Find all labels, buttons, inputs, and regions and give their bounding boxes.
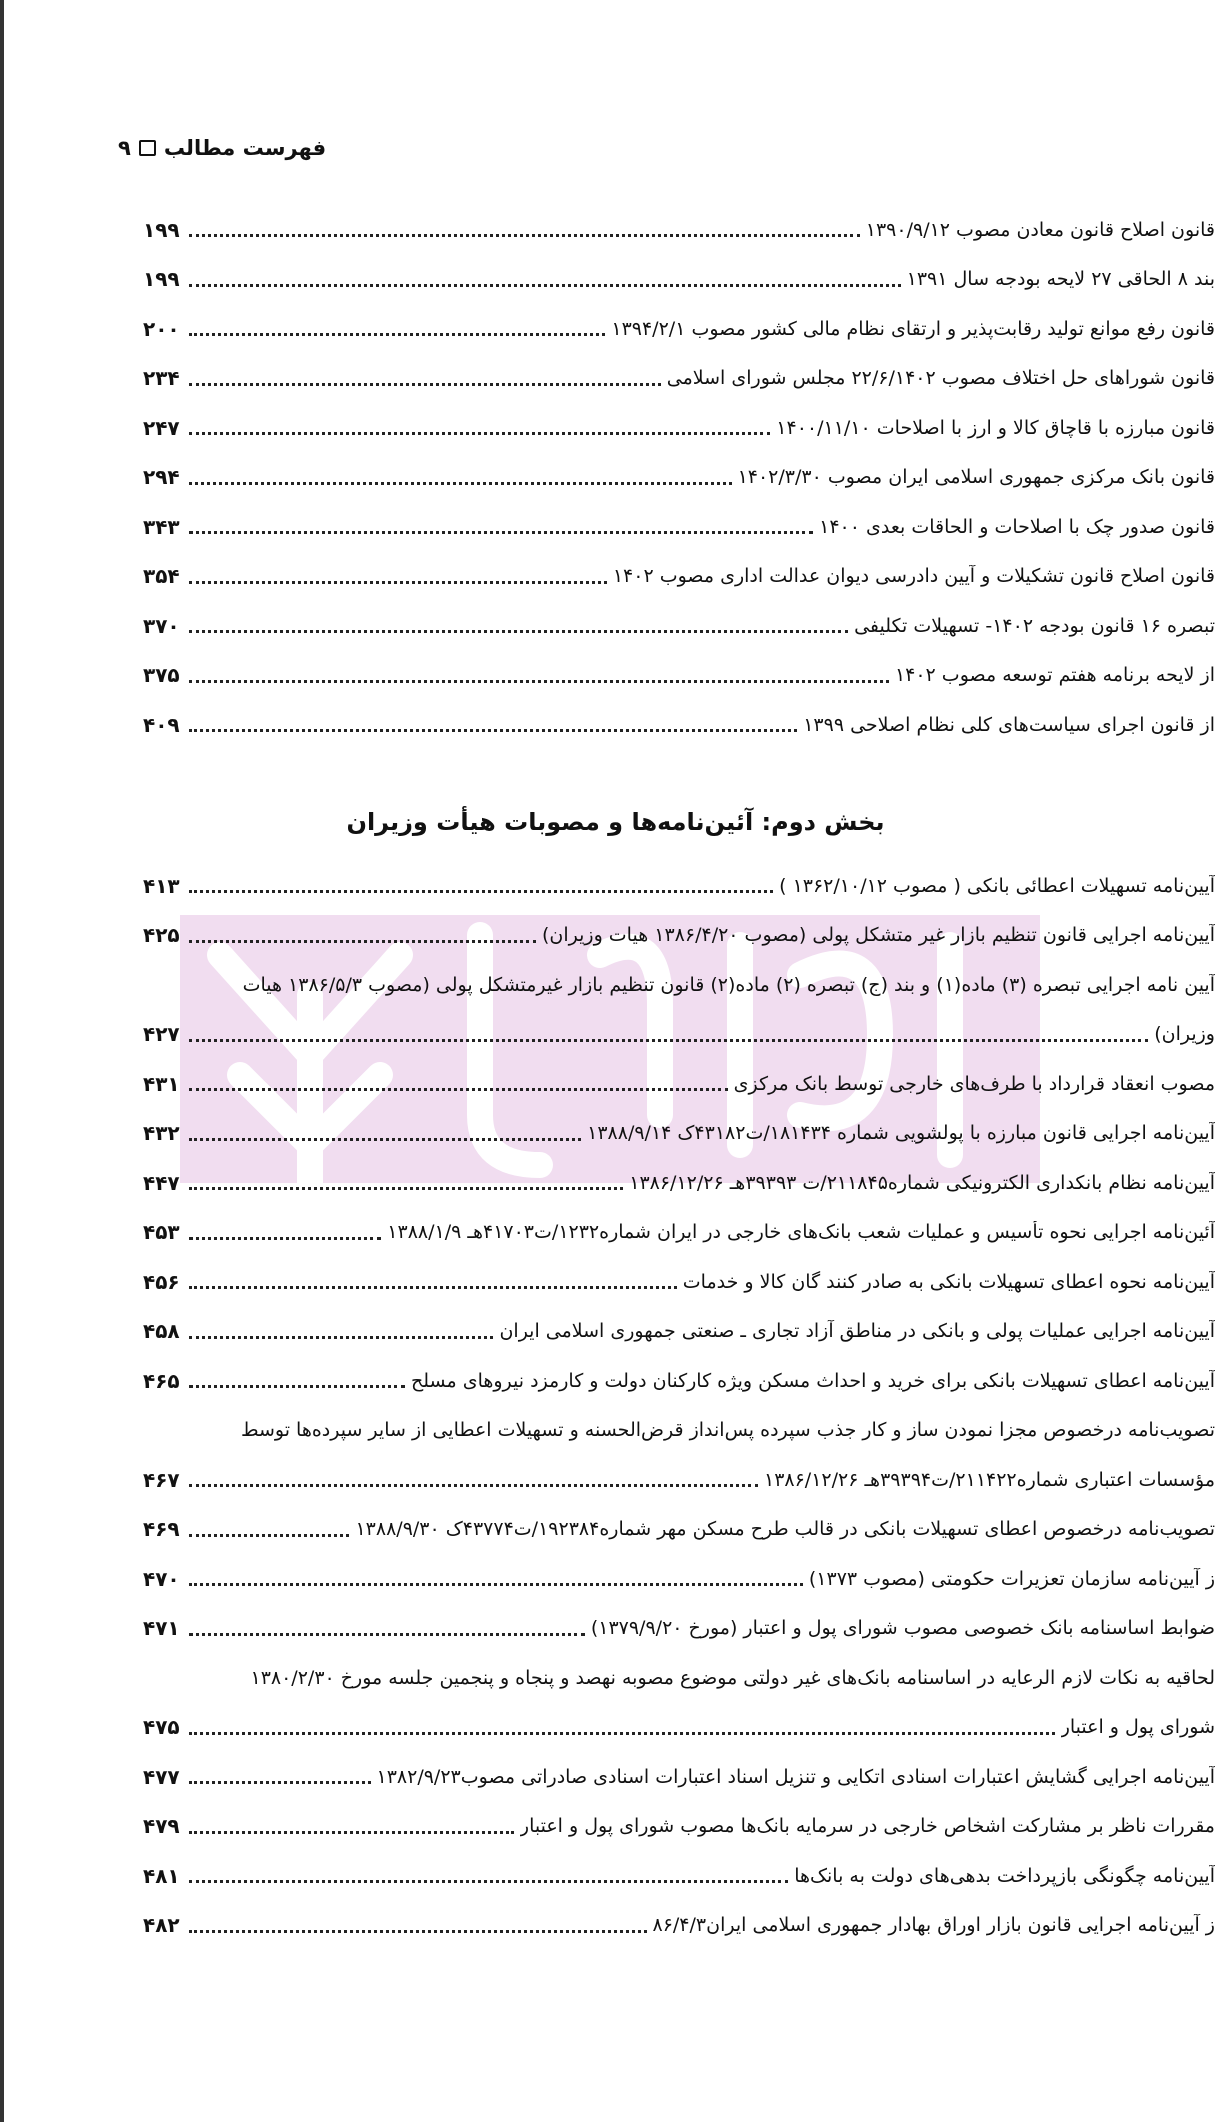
dot-leader — [189, 581, 607, 584]
dot-leader — [189, 1534, 349, 1537]
dot-leader — [189, 1138, 581, 1141]
toc-entry[interactable] — [143, 1307, 1215, 1357]
toc-entry-page-number: ۳۷۵ — [143, 663, 180, 688]
toc-entry[interactable] — [143, 1158, 1215, 1208]
dot-leader — [189, 531, 813, 534]
dot-leader — [189, 284, 901, 287]
toc-entry-page-number: ۴۱۳ — [143, 873, 180, 898]
toc-entry-page-number: ۲۹۴ — [143, 465, 180, 490]
toc-entry-page-number: ۴۷۰ — [143, 1566, 180, 1591]
toc-entry-title: آیین‌نامه اجرایی گشایش اعتبارات اسنادی اتکایی و تنزیل اسناد اعتبارات اسنادی صادراتی مصوب۱۳۸۲/۹/۲۳ — [376, 1765, 1215, 1788]
toc-entry[interactable] — [143, 1554, 1215, 1604]
toc-entry-title: از لایحه برنامه هفتم توسعه مصوب ۱۴۰۲ — [894, 664, 1215, 687]
dot-leader — [189, 1088, 728, 1091]
toc-entry[interactable] — [143, 1257, 1215, 1307]
dot-leader — [189, 1583, 803, 1586]
toc-entry[interactable] — [143, 601, 1215, 651]
toc-entry-title: آیین‌نامه اعطای تسهیلات بانکی برای خرید و احداث مسکن ویژه کارکنان دولت و کارمزد نیروهای مسلح — [410, 1369, 1215, 1392]
dot-leader — [189, 1187, 623, 1190]
toc-entry[interactable] — [143, 1059, 1215, 1109]
dot-leader — [189, 1039, 1148, 1042]
toc-entry-page-number: ۴۲۷ — [143, 1022, 180, 1047]
dot-leader — [189, 1732, 1055, 1735]
toc-entry-page-number: ۴۰۹ — [143, 712, 180, 737]
square-bullet-icon — [139, 140, 156, 156]
dot-leader — [189, 482, 732, 485]
toc-entry-title-line1: تصویب‌نامه درخصوص مجزا نمودن ساز و کار جذب سپرده پس‌انداز قرض‌الحسنه و تسهیلات اعطایی از سایر سپرده‌ها توسط — [240, 1419, 1215, 1442]
toc-entry-title-line1: لحاقیه به نکات لازم الرعایه در اساسنامه بانک‌های غیر دولتی موضوع مصوبه نهصد و پنجاه و پنجمین جلسه مورخ ۱۳۸۰/۲/۳۰ — [250, 1666, 1215, 1689]
toc-entry-page-number: ۱۹۹ — [143, 217, 180, 242]
dot-leader — [189, 630, 848, 633]
toc-entry-page-number: ۲۰۰ — [143, 316, 180, 341]
toc-entry-page-number: ۴۶۹ — [143, 1517, 180, 1542]
toc-entry-title: آیین‌نامه تسهیلات اعطائی بانکی ( مصوب ۱۳۶۲/۱۰/۱۲ ) — [779, 874, 1215, 897]
dot-leader — [189, 680, 889, 683]
toc-entry[interactable] — [143, 304, 1215, 354]
toc-entry[interactable] — [143, 1010, 1215, 1060]
dot-leader — [189, 1237, 381, 1240]
toc-entry-line — [143, 1406, 1215, 1456]
toc-entry-title: آیین‌نامه اجرایی قانون مبارزه با پولشویی شماره ۱۸۱۴۳۴/ت۴۳۱۸۲ک ۱۳۸۸/۹/۱۴ — [587, 1122, 1215, 1145]
toc-entry-line — [143, 1653, 1215, 1703]
toc-entry[interactable] — [143, 354, 1215, 404]
dot-leader — [189, 1880, 788, 1883]
toc-entry-title: آیین‌نامه اجرایی قانون تنظیم بازار غیر متشکل پولی (مصوب ۱۳۸۶/۴/۲۰ هیات وزیران) — [541, 924, 1215, 947]
dot-leader — [189, 1484, 758, 1487]
toc-entry[interactable] — [143, 911, 1215, 961]
toc-entry-title: قانون صدور چک با اصلاحات و الحاقات بعدی ۱۴۰۰ — [819, 515, 1215, 538]
toc-entry[interactable] — [143, 1356, 1215, 1406]
toc-entry-title: تصویب‌نامه درخصوص اعطای تسهیلات بانکی در قالب طرح مسکن مهر شماره۱۹۲۳۸۴/ت۴۳۷۷۴ک ۱۳۸۸/۹/۳۰ — [355, 1518, 1215, 1541]
toc-entry-title: ز آیین‌نامه اجرایی قانون بازار اوراق بهادار جمهوری اسلامی ایران۸۶/۴/۳ — [652, 1914, 1215, 1937]
toc-entry-title: ز آیین‌نامه سازمان تعزیرات حکومتی (مصوب ۱۳۷۳) — [808, 1567, 1215, 1590]
toc-entry-page-number: ۴۳۱ — [143, 1071, 180, 1096]
dot-leader — [189, 1831, 514, 1834]
scan-edge — [0, 0, 4, 2122]
dot-leader — [189, 1930, 647, 1933]
toc-entry-page-number: ۴۲۵ — [143, 923, 180, 948]
toc-entry[interactable] — [143, 861, 1215, 911]
toc-entry-title-line1: آیین نامه اجرایی تبصره (۳) ماده(۱) و بند (ج) تبصره (۲) ماده(۲) قانون تنظیم بازار غیرمتشکل پولی (مصوب ۱۳۸۶/۵/۳ هیات — [242, 973, 1215, 996]
toc-entry-page-number: ۲۴۷ — [143, 415, 180, 440]
toc-entry[interactable] — [143, 700, 1215, 750]
dot-leader — [189, 1781, 371, 1784]
toc-entry-title: آیین‌نامه نحوه اعطای تسهیلات بانکی به صادر کنند گان کالا و خدمات — [682, 1270, 1215, 1293]
toc-entry[interactable] — [143, 1455, 1215, 1505]
toc-entry[interactable] — [143, 552, 1215, 602]
toc-entry[interactable] — [143, 1901, 1215, 1951]
toc-entry-page-number: ۳۴۳ — [143, 514, 180, 539]
dot-leader — [189, 1336, 493, 1339]
toc-entry[interactable] — [143, 651, 1215, 701]
dot-leader — [189, 1286, 677, 1289]
toc-entry-title: شورای پول و اعتبار — [1060, 1716, 1215, 1739]
toc-entry-page-number: ۴۴۷ — [143, 1170, 180, 1195]
toc-entry-title: قانون رفع موانع تولید رقابت‌پذیر و ارتقای نظام مالی کشور مصوب ۱۳۹۴/۲/۱ — [611, 317, 1215, 340]
toc-entry-page-number: ۴۵۳ — [143, 1220, 180, 1245]
dot-leader — [189, 234, 860, 237]
toc-entry-page-number: ۴۶۵ — [143, 1368, 180, 1393]
toc-entry-line — [143, 960, 1215, 1010]
toc-entry-title: مصوب انعقاد قرارداد با طرف‌های خارجی توسط بانک مرکزی — [733, 1072, 1215, 1095]
toc-entry-title: قانون شوراهای حل اختلاف مصوب ۲۲/۶/۱۴۰۲ مجلس شورای اسلامی — [666, 367, 1215, 390]
toc-entry-title: مؤسسات اعتباری شماره۲۱۱۴۲۲/ت۳۹۳۹۴هـ ۱۳۸۶/۱۲/۲۶ — [763, 1468, 1215, 1491]
header-page-number: ۹ — [118, 136, 131, 160]
dot-leader — [189, 1633, 585, 1636]
toc-entry-title: قانون بانک مرکزی جمهوری اسلامی ایران مصوب ۱۴۰۲/۳/۳۰ — [737, 466, 1215, 489]
toc-entry[interactable] — [143, 1851, 1215, 1901]
part-2-heading: بخش دوم: آئین‌نامه‌ها و مصوبات هیأت وزیران — [346, 808, 885, 836]
toc-entry-title: آئین‌نامه اجرایی نحوه تأسیس و عملیات شعب بانک‌های خارجی در ایران شماره۱۲۳۲/ت۴۱۷۰۳هـ ۱۳۸۸/۱/۹ — [387, 1221, 1215, 1244]
dot-leader — [189, 940, 536, 943]
dot-leader — [189, 729, 797, 732]
header-title: فهرست مطالب — [163, 136, 327, 160]
toc-entry-page-number: ۴۶۷ — [143, 1467, 180, 1492]
toc-entry-title: آیین‌نامه اجرایی عملیات پولی و بانکی در مناطق آزاد تجاری ـ صنعتی جمهوری اسلامی ایران — [499, 1320, 1215, 1343]
toc-entry[interactable] — [143, 1604, 1215, 1654]
toc-entry-page-number: ۳۷۰ — [143, 613, 180, 638]
toc-entry-page-number: ۴۳۲ — [143, 1121, 180, 1146]
dot-leader — [189, 432, 770, 435]
toc-entry-title: بند ۸ الحاقی ۲۷ لایحه بودجه سال ۱۳۹۱ — [906, 268, 1215, 291]
toc-entry-page-number: ۳۵۴ — [143, 564, 180, 589]
toc-entry[interactable] — [143, 205, 1215, 255]
toc-entry-page-number: ۴۷۹ — [143, 1814, 180, 1839]
toc-entry-title: وزیران) — [1154, 1023, 1215, 1046]
dot-leader — [189, 890, 773, 893]
toc-entry[interactable] — [143, 1505, 1215, 1555]
toc-entry[interactable] — [143, 1802, 1215, 1852]
toc-entry-page-number: ۲۳۴ — [143, 366, 180, 391]
toc-entry-title: قانون مبارزه با قاچاق کالا و ارز با اصلاحات ۱۴۰۰/۱۱/۱۰ — [776, 416, 1215, 439]
toc-entry-title: قانون اصلاح قانون تشکیلات و آیین دادرسی دیوان عدالت اداری مصوب ۱۴۰۲ — [612, 565, 1215, 588]
toc-entry-title: تبصره ۱۶ قانون بودجه ۱۴۰۲- تسهیلات تکلیفی — [854, 614, 1215, 637]
toc-entry-title: مقررات ناظر بر مشارکت اشخاص خارجی در سرمایه بانک‌ها مصوب شورای پول و اعتبار — [519, 1815, 1215, 1838]
toc-part-2 — [143, 861, 1215, 1950]
running-header — [118, 136, 326, 160]
toc-entry[interactable] — [143, 453, 1215, 503]
dot-leader — [189, 333, 605, 336]
toc-entry[interactable] — [143, 1109, 1215, 1159]
toc-entry-page-number: ۴۵۸ — [143, 1319, 180, 1344]
toc-entry-page-number: ۴۸۲ — [143, 1913, 180, 1938]
toc-entry[interactable] — [143, 403, 1215, 453]
toc-entry-page-number: ۴۷۵ — [143, 1715, 180, 1740]
toc-entry-title: آیین‌نامه چگونگی بازپرداخت بدهی‌های دولت به بانک‌ها — [794, 1864, 1215, 1887]
toc-entry[interactable] — [143, 255, 1215, 305]
dot-leader — [189, 1385, 405, 1388]
toc-entry[interactable] — [143, 1208, 1215, 1258]
toc-entry-title: از قانون اجرای سیاست‌های کلی نظام اصلاحی ۱۳۹۹ — [803, 713, 1215, 736]
toc-entry-title: آیین‌نامه نظام بانکداری الکترونیکی شماره۲۱۱۸۴۵/ت ۳۹۳۹۳هـ ۱۳۸۶/۱۲/۲۶ — [629, 1171, 1215, 1194]
toc-part-1 — [143, 205, 1215, 750]
toc-entry[interactable] — [143, 1752, 1215, 1802]
toc-entry-page-number: ۴۸۱ — [143, 1863, 180, 1888]
toc-entry-page-number: ۴۵۶ — [143, 1269, 180, 1294]
toc-entry-page-number: ۴۷۱ — [143, 1616, 180, 1641]
toc-entry-title: قانون اصلاح قانون معادن مصوب ۱۳۹۰/۹/۱۲ — [865, 218, 1215, 241]
toc-entry-page-number: ۱۹۹ — [143, 267, 180, 292]
dot-leader — [189, 383, 661, 386]
toc-entry[interactable] — [143, 1703, 1215, 1753]
toc-entry[interactable] — [143, 502, 1215, 552]
toc-entry-title: ضوابط اساسنامه بانک خصوصی مصوب شورای پول و اعتبار (مورخ ۱۳۷۹/۹/۲۰) — [590, 1617, 1215, 1640]
toc-entry-page-number: ۴۷۷ — [143, 1764, 180, 1789]
